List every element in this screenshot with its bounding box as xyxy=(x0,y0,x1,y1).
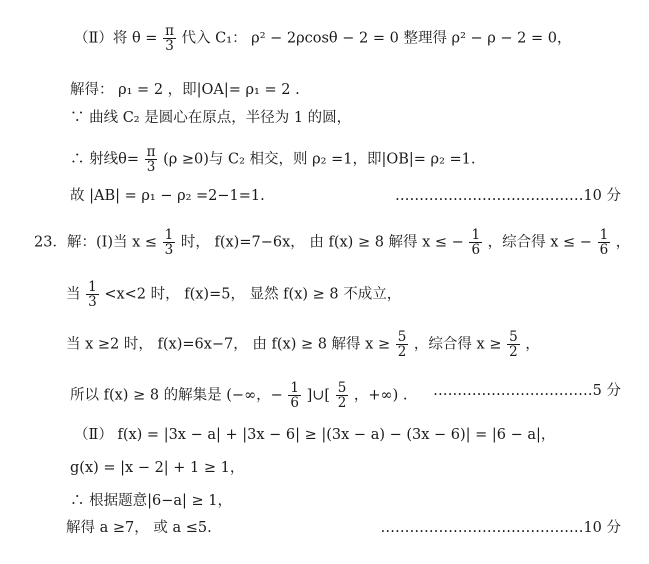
q23-text-4a: 所以 f(x) ≥ 8 的解集是 (−∞，− xyxy=(70,387,283,404)
fraction-one-sixth xyxy=(469,228,482,257)
fraction-denominator: 2 xyxy=(397,344,407,360)
fraction-pi-over-3 xyxy=(163,24,176,53)
fraction-numerator: 1 xyxy=(88,279,97,295)
q22-text-1b: 代入 C₁： ρ² − 2ρcosθ − 2 = 0 整理得 ρ² − ρ − 2 = 0， xyxy=(181,30,572,47)
fraction-five-halves xyxy=(396,330,409,359)
fraction-denominator: 3 xyxy=(164,242,174,258)
fraction-denominator: 6 xyxy=(471,242,481,258)
q22-part2-line2: 解得： ρ₁ = 2 ，即|OA|= ρ₁ = 2 . xyxy=(70,82,300,98)
fraction-denominator: 3 xyxy=(146,159,156,175)
fraction-denominator: 6 xyxy=(599,242,609,258)
q23-text-1b: 时， f(x)=7−6x， 由 f(x) ≥ 8 解得 x ≤ − xyxy=(180,234,464,251)
fraction-one-third xyxy=(86,280,99,309)
fraction-numerator: 1 xyxy=(471,227,481,243)
fraction-denominator: 3 xyxy=(165,38,174,54)
fraction-numerator: 5 xyxy=(397,329,407,345)
fraction-five-halves xyxy=(336,381,349,410)
q23-line7: ∴ 根据题意|6−a| ≥ 1， xyxy=(70,493,232,509)
q22-part2-line1 xyxy=(74,24,571,53)
q23-text-3b: ，综合得 x ≥ xyxy=(413,336,502,353)
fraction-one-sixth xyxy=(288,381,301,410)
q23-text-4c: ，+∞) . xyxy=(353,387,408,404)
fraction-numerator: 5 xyxy=(337,380,347,396)
q22-text-4a: ∴ 射线θ= xyxy=(70,151,139,168)
fraction-numerator: π xyxy=(165,23,174,39)
q23-line5: （Ⅱ） f(x) = |3x − a| + |3x − 6| ≥ |(3x − a) − (3x − 6)| = |6 − a|， xyxy=(74,427,556,443)
fraction-numerator: 1 xyxy=(599,227,609,243)
q23-line4 xyxy=(70,381,408,410)
q23-text-1c: ，综合得 x ≤ − xyxy=(487,234,592,251)
q22-part2-line5: 故 |AB| = ρ₁ − ρ₂ =2−1=1. xyxy=(70,188,265,204)
fraction-numerator: 1 xyxy=(164,227,174,243)
q22-part2-line4 xyxy=(70,145,475,174)
score-marker-q22: …………………………………10 分 xyxy=(394,188,621,204)
fraction-one-third xyxy=(163,228,176,257)
q23-line1 xyxy=(34,228,630,257)
fraction-five-halves xyxy=(507,330,520,359)
fraction-denominator: 6 xyxy=(290,395,300,411)
q23-text-2a: 当 xyxy=(66,286,81,303)
q23-text-1a: 23．解：(Ⅰ)当 x ≤ xyxy=(34,234,158,251)
fraction-one-sixth xyxy=(598,228,611,257)
fraction-numerator: 1 xyxy=(290,380,300,396)
q23-text-4b: ]∪[ xyxy=(306,387,331,404)
fraction-numerator: 5 xyxy=(509,329,518,345)
fraction-pi-over-3 xyxy=(145,145,158,174)
q23-text-2b: <x<2 时， f(x)=5， 显然 f(x) ≥ 8 不成立， xyxy=(104,286,402,303)
q23-text-1d: ， xyxy=(615,234,631,251)
fraction-denominator: 3 xyxy=(88,294,97,310)
q23-line3 xyxy=(66,330,540,359)
q22-text-4b: (ρ ≥0)与 C₂ 相交，则 ρ₂ =1，即|OB|= ρ₂ =1. xyxy=(163,151,476,168)
q23-line2 xyxy=(66,280,401,309)
q22-text-1a: （Ⅱ）将 θ = xyxy=(74,30,158,47)
score-marker-q23-part1: ……………………………5 分 xyxy=(433,383,621,399)
q23-text-3a: 当 x ≥2 时， f(x)=6x−7， 由 f(x) ≥ 8 解得 x ≥ xyxy=(66,336,391,353)
q23-text-3c: ， xyxy=(525,336,540,353)
fraction-numerator: π xyxy=(146,144,156,160)
q23-line8: 解得 a ≥7， 或 a ≤5. xyxy=(66,520,212,536)
q23-line6: g(x) = |x − 2| + 1 ≥ 1， xyxy=(70,460,245,476)
fraction-denominator: 2 xyxy=(509,344,518,360)
q22-part2-line3: ∵ 曲线 C₂ 是圆心在原点，半径为 1 的圆， xyxy=(70,110,352,126)
fraction-denominator: 2 xyxy=(337,395,347,411)
score-marker-q23-part2: ……………………………………10 分 xyxy=(380,520,621,536)
